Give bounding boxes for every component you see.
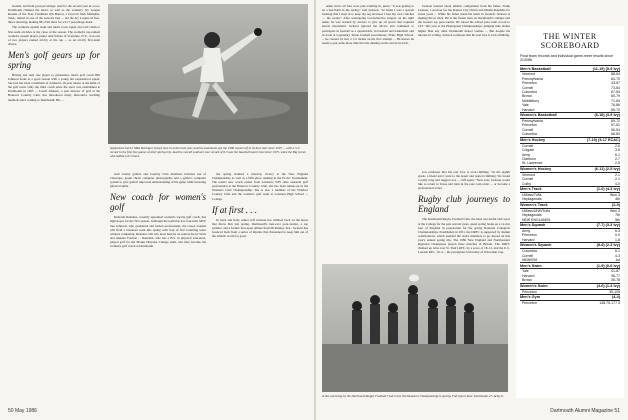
team-name: Men's Squash <box>520 223 546 228</box>
article-text: both varsity golfers and Country Club members includes use of videotape, graph check computer photography, and a golfer's computer system to give golfers improved understanding of the game while bettering physical skills. <box>110 172 206 189</box>
page-folio: 50 May 1986 <box>8 408 37 414</box>
score: 56-54 <box>611 127 620 132</box>
heading-mens-golf: Men's golf gears up for spring <box>8 49 100 70</box>
team-record: (6-11) (2-5 Ivy) <box>594 167 620 172</box>
article-text: The women's squash team and men's track squad also laid claim to first-team all-Ivies at the close of the season. The women's top-ranked women's squash player, junior Ann Schatz of Scarsdale, N.Y., won one of two players named all-Ivy at the top ... as an all-Ivy first-team choice. <box>8 25 100 46</box>
score: 0-9 <box>614 233 620 238</box>
scoreboard-team-header <box>520 137 620 144</box>
opponent: St. Lawrence <box>522 161 543 166</box>
team-name: Women's Track <box>520 203 548 208</box>
scoreboard-team-header <box>520 283 620 290</box>
heading-rugby: Rugby club journeys to England <box>418 194 510 215</box>
opponent: Colgate <box>522 148 535 153</box>
opponent: Vermont <box>522 72 536 77</box>
team-record: (7-19) (5-17 ECAC) <box>586 137 620 142</box>
opponent: Cornell <box>522 253 534 258</box>
article-text: Having lost only one player to graduation, men's golf coach Bill Johnson looks to a good season with a young but experienced squad. Success has been a hallmark of Johnson's 19-year tenure at the helm of the golf team. Only the third coach since the sport was established at Dartmouth in 1905 ... Coach Johnson, a past director of golf at the Hanover Country Club, has introduced many innovative teaching methods since coming to Dartmouth. His ... <box>8 72 100 102</box>
opponent: Cornell <box>522 127 534 132</box>
scoreboard-section <box>520 137 620 166</box>
photo-caption: Sophomore hurler Mike Reninger, shown here in action last year, and his teammates got the 1986 season off to its best start since 1907 — with a 5-0 record in the first five games of their spring trip. And the overall southern tour record of 6-3 was the baseball team's best since 1975, when the Big Green also tallied a 6-3 mark. <box>110 146 306 158</box>
opponent: Army <box>522 152 531 157</box>
scoreboard-team-header <box>520 166 620 173</box>
score: 5th <box>615 217 620 222</box>
team-name: Women's Swim <box>520 283 548 288</box>
article-text: Deborah Reinders, recently appointed women's varsity golf coach, has high hopes for her first season. Although the team has lost four-time MVP Sue Johnson, who graduated and turned professional, the Green women will field a balanced team this spring with four of five returning letter winners competing. Reinders will rely most heavily on seniors Kerry Nalis and Annette Foulton ... Reinders, who has a B.S. in physical education, played golf for the Mount Holyoke College team, and later became the women's golf coach at Dartmouth. <box>110 215 206 249</box>
scoreboard-section <box>520 166 620 186</box>
score: 35-78 <box>611 278 620 283</box>
article-text: Jackson learned about athletic competition from his father. Frank Jackson, a receiver for the Kansas City Chiefs and Miami Dolphins for seven years ... While his father made his mark in football, Jackson is making his in track. He is the fastest man on Dartmouth's campus and the Green's top pole-vaulter. He raised the school pole-vault record to 16'1" this year at the Heptagonal Championships, jumping nine inches higher than any other Dartmouth indoor vaulter. ... But despite his interest in writing, Jackson confesses that his real love is rock-climbing. <box>418 4 510 37</box>
team-record: (1-9) (0-6 Ivy) <box>596 263 620 268</box>
score: 57-61 <box>611 123 620 128</box>
baseball-pitcher-photo <box>108 4 308 144</box>
score: 73-54 <box>611 85 620 90</box>
score: 1-8 <box>614 237 620 242</box>
scoreboard-section <box>520 65 620 112</box>
score: 36-77 <box>611 273 620 278</box>
opponent: Cornell <box>522 143 534 148</box>
score: 43-57 <box>611 81 620 86</box>
article-text: ankle twice: all four were pole-vaulting in- juries. "It was getting to be a bad habit in the spring," said Jackson. "At home I was a special bearhug that I slept in to keep my leg elevated. I had my own crutches — the works." After undergoing reconstructive surgery on his right ankle, he was warned by doctors to give up all sports that required lateral movement. Jackson ignored the advice and continued to participate in football as a quarterback, in baseball and basketball, and in track at Legendary Texan football powerhouse, Plano High School. ... he cleared 16 feet 2 1/2 inches on his first attempt ... He knows he needs to put some more time into his running on the curves in track. <box>322 4 414 45</box>
score: 4-3 <box>614 253 620 258</box>
article-text: bounds, and field goal percentage. And for the second year in a row, Dartmouth claimed the men's as well as the women's Ivy League Rookie of the Year. Freshman Jim Barton, a forward from Memphis, Tenn., turned in one of the season's best ... led the Ivy League in free-throw shooting, making 88 of 96 shots for a 91.7 percentage mark. <box>8 4 100 25</box>
opponent: Colby <box>522 181 531 186</box>
right-column-3 <box>418 170 510 398</box>
opponent: Army <box>522 228 531 233</box>
team-name: Men's Basketball <box>520 66 551 71</box>
heading-womens-golf: New coach for women's golf <box>110 192 206 213</box>
opponent: Brown <box>522 94 532 99</box>
opponent: NEWSRA <box>522 258 538 262</box>
opponent: Brown <box>522 278 532 283</box>
score: 2-5 <box>614 161 620 166</box>
opponent: Middlebury <box>522 98 540 103</box>
scoreboard-title-line-1: THE WINTER <box>543 32 597 41</box>
article-text: In track and field, senior Jeff Jackson has climbed back on the horse that threw him last spring. Dartmouth's best-ever pole-vaulter, a top sprinter, and a former four-sport athlete from McKinney, Tex., Jackson has bounced back from a series of injuries that threatened to keep him out of the athletic world for good. <box>212 217 308 239</box>
score: 68-69 <box>611 132 620 137</box>
opponent: Harvard <box>522 237 535 242</box>
opponent: Clarkson <box>522 156 536 161</box>
scoreboard-team-header <box>520 294 620 301</box>
scoreboard-section <box>520 202 620 222</box>
opponent: Cornell <box>522 85 534 90</box>
article-text: son confesses that his real love is rock-climbing. "In the eighth grade, a friend and I went to the desert and started climbing. We found a really long and rugged cave ... cliff again." Next year, Jackson would like to return to Texas and train in the past cold-water ... or become a professional writer. <box>418 170 510 191</box>
score: Won 3 <box>609 192 620 197</box>
team-record: (7-7) (3-3 Ivy) <box>596 223 620 228</box>
score: 1st <box>615 258 620 262</box>
score: 2-6 <box>614 143 620 148</box>
scoreboard-section <box>520 186 620 202</box>
score: 2-7 <box>614 156 620 161</box>
score: 41-67 <box>611 269 620 274</box>
opponent: Harvard <box>522 273 535 278</box>
scoreboard-list <box>516 65 624 305</box>
scoreboard-section <box>520 294 620 305</box>
scoreboard-team-header <box>520 222 620 229</box>
score: 6-1 <box>614 152 620 157</box>
opponent: Princeton <box>522 81 537 86</box>
opponent: Princeton <box>522 233 537 238</box>
team-record: (4-4) <box>611 295 620 300</box>
winter-scoreboard <box>516 26 624 398</box>
score: 6-1 <box>614 249 620 254</box>
opponent: UMass/UNH/Tufts <box>522 208 551 213</box>
opponent: Columbia <box>522 132 537 137</box>
score: 76-86 <box>611 103 620 108</box>
opponent: Princeton <box>522 289 537 294</box>
opponent: Yale <box>522 103 529 108</box>
scoreboard-team-header <box>520 242 620 249</box>
team-name: Women's Hockey <box>520 167 552 172</box>
score: 4th <box>615 197 620 202</box>
team-name: Women's Squash <box>520 243 552 248</box>
scoreboard-team-header <box>520 186 620 193</box>
team-record: (4-6) (1-4 Ivy) <box>596 283 620 288</box>
rugby-caption: A line out being by the Dartmouth Rugby Football Club in the Northeastern Championship in spring. Full report later. Dartmouth 27–Army 6. <box>322 394 504 398</box>
team-record: (2-0) <box>611 203 620 208</box>
opponent: Heptagonals <box>522 213 542 218</box>
opponent: Yale <box>522 269 529 274</box>
left-column-2 <box>110 172 206 398</box>
team-record: (1-0) (4-3 Ivy) <box>596 187 620 192</box>
opponent: NEW ENGLANDS <box>522 217 551 222</box>
scoreboard-section <box>520 283 620 294</box>
page-folio: Dartmouth Alumni Magazine 51 <box>550 408 620 414</box>
opponent: Vermont <box>522 172 536 177</box>
team-record: (6-18) (3-9 Ivy) <box>594 113 620 118</box>
left-column-1 <box>8 4 100 404</box>
opponent: Columbia <box>522 249 537 254</box>
right-column-2 <box>418 4 510 168</box>
scoreboard-section <box>520 242 620 262</box>
opponent: Harvard <box>522 107 535 112</box>
article-text: The Dartmouth Rugby Football Club, the most successful club sport at the College for the past several years, spent spring break on a 12-day tour of England in preparation for the spring National Collegiate Championships. Established in 1951, the DRFC is supported by alumni contributions, which enabled the club's members to go abroad on this year's annual spring trip. The 1986 New England and Northeastern Regional Champions played three matches in Britain. The DRFC chalked up wins over St. Paul's RFC, by a score of 18–12, and the U.C. London RFC, 16–4 ... the prestigious University of Wisconsin Cup. <box>418 217 510 255</box>
scoreboard-team-header <box>520 202 620 209</box>
score: 67-54 <box>611 90 620 95</box>
score: Won 3 <box>609 208 620 213</box>
score: 88-64 <box>611 72 620 77</box>
opponent: Princeton <box>522 123 537 128</box>
team-name: Women's Basketball <box>520 113 557 118</box>
team-name: Men's Hockey <box>520 137 546 142</box>
opponent: UMass/Tufts <box>522 192 542 197</box>
score: 7th <box>615 213 620 218</box>
opponent: Columbia <box>522 90 537 95</box>
team-name: Men's Gym <box>520 295 541 300</box>
opponent: Pennsylvania <box>522 76 543 81</box>
scoreboard-team-header <box>520 112 620 119</box>
team-name: Men's Swim <box>520 263 542 268</box>
score: 80-79 <box>611 94 620 99</box>
scoreboard-team-header <box>520 262 620 269</box>
scoreboard-note: Final team records and individual game-meet results since 2/10/86 <box>520 54 613 63</box>
score: 6-3 <box>614 228 620 233</box>
score: 35-105 <box>609 289 620 294</box>
team-name: Men's Track <box>520 187 542 192</box>
team-record: (11-15) (5-9 Ivy) <box>592 66 620 71</box>
score: 3-5 <box>614 148 620 153</box>
opponent: Heptagonals <box>522 197 542 202</box>
score: 148.75-177.3 <box>599 301 620 306</box>
scoreboard-section <box>520 112 620 137</box>
scoreboard-title-line-2: SCOREBOARD <box>540 41 600 50</box>
scoreboard-title <box>516 32 624 50</box>
score: 59-72 <box>611 107 620 112</box>
team-record: (8-8) (2-3 Ivy) <box>596 243 620 248</box>
score: 71-84 <box>611 98 620 103</box>
score: 69-72 <box>611 119 620 124</box>
article-text: last spring claimed a runaway victory at the New England Championship as well as a fifth-place ranking in the ECAC Tournament. The team's new coach comes from Lebanon, N.H. Also assistant golf professional at the Hanover Country Club, she has been runner-up in the Women's Club Championship. She is also a member of the Windsor Country Club and the women's golf team at Lebanon High School ... College. <box>212 172 308 201</box>
score: 2-1 <box>614 177 620 182</box>
score: 64-70 <box>611 76 620 81</box>
opponent: Pennsylvania <box>522 119 543 124</box>
scoreboard-section <box>520 222 620 242</box>
opponent: Cornell <box>522 177 534 182</box>
opponent: Princeton <box>522 301 537 306</box>
left-column-3 <box>212 172 308 398</box>
score: 4-0 <box>614 181 620 186</box>
scoreboard-section <box>520 262 620 282</box>
heading-if-at-first: If at first . . . <box>212 204 258 215</box>
scoreboard-result-row <box>520 301 620 305</box>
scoreboard-team-header <box>520 65 620 72</box>
score: 2-1 <box>614 172 620 177</box>
